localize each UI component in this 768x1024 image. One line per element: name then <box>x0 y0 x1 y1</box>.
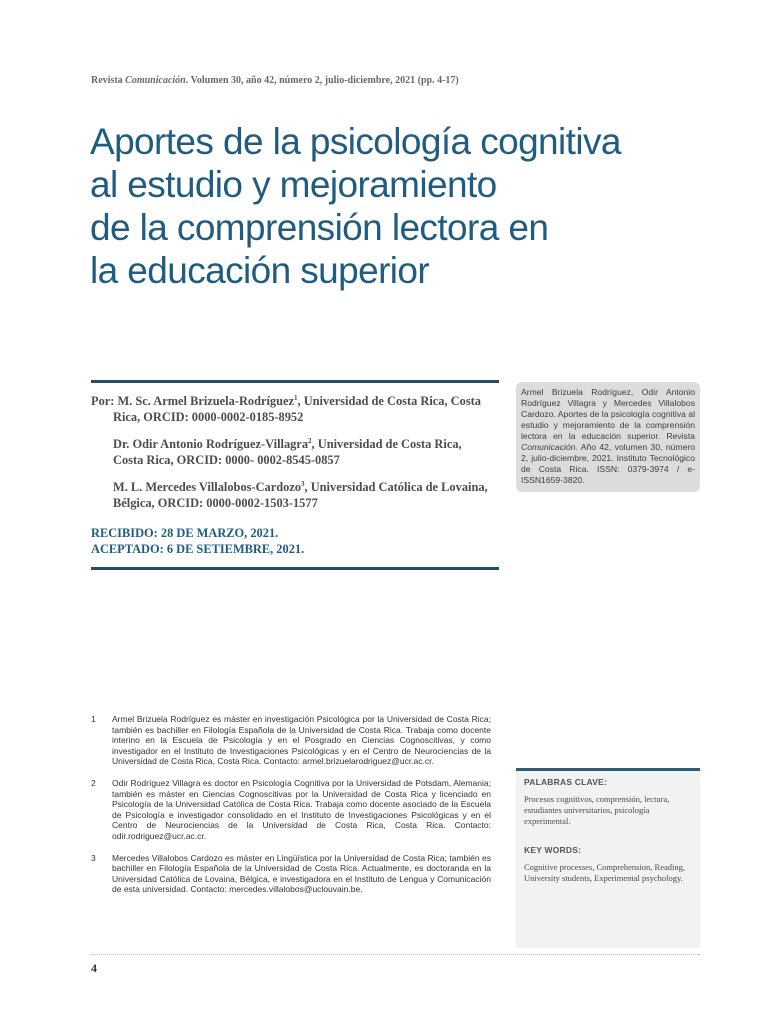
accepted-date: ACEPTADO: 6 DE SETIEMBRE, 2021. <box>91 542 305 556</box>
author-list <box>91 390 491 519</box>
footnote-ref: 3 <box>301 480 305 489</box>
page-number: 4 <box>91 961 97 975</box>
author-entry <box>91 476 491 511</box>
footnotes <box>91 714 491 906</box>
author-affiliation: , Universidad de Costa Rica, Costa Rica, ORCID: 0000-0002-0185-8952 <box>113 394 481 425</box>
footnote-text: Odir Rodríguez Villagra es doctor en Psicología Cognitiva por la Universidad de Potsdam, Alemania; también es máster en Ciencias Cognoscitivas por la Universidad de Costa Rica y licenciado en Psicología de la Universidad Católica de Costa Rica. Trabaja como docente asociado de la Escuela de Psicología e investigador consolidado en el Instituto de Investigaciones Psicológicas y en el Centro de Neurociencias de la Universidad de Costa Rica, Costa Rica. Contacto: odir.rodriguez@ucr.ac.cr. <box>112 777 491 841</box>
citation-box <box>516 382 700 492</box>
author-name: Por: M. Sc. Armel Brizuela-Rodríguez <box>91 394 295 409</box>
keywords-es-text: Procesos cognitivos, comprensión, lectura, estudiantes universitarios, psicología experimental. <box>524 794 670 826</box>
author-affiliation: , Universidad de Costa Rica, Costa Rica, ORCID: 0000- 0002-8545-0857 <box>113 437 462 468</box>
footnote <box>91 778 491 842</box>
footnote-ref: 1 <box>294 394 298 402</box>
author-name: M. L. Mercedes Villalobos-Cardozo <box>113 480 302 495</box>
footnote-number: 2 <box>91 777 96 788</box>
title-line: de la comprensión lectora en <box>90 207 549 248</box>
footnote <box>91 714 491 767</box>
footnote-number: 1 <box>91 714 96 724</box>
keywords-en-text: Cognitive processes, Comprehension, Reading, University students, Experimental psychology. <box>524 862 686 883</box>
footer-rule <box>91 954 700 955</box>
footnote-number: 3 <box>91 852 96 863</box>
author-entry <box>91 433 491 468</box>
journal-name: Comunicación <box>125 75 186 86</box>
dates-bottom-rule <box>91 567 499 570</box>
journal-prefix: Revista <box>91 75 126 86</box>
citation-text: Armel Brizuela Rodríguez, Odir Antonio Rodríguez Villagra y Mercedes Villalobos Cardozo. Aportes de la psicología cognitiva al estudio y mejoramiento de la comprensión lectora en la educación superior. Revista <box>521 387 695 441</box>
title-line: al estudio y mejoramiento <box>90 164 497 205</box>
dates-block <box>91 525 491 557</box>
authors-top-rule <box>91 380 499 383</box>
footnote <box>91 853 491 895</box>
author-entry <box>91 390 491 425</box>
title-line: la educación superior <box>90 250 430 291</box>
title-line: Aportes de la psicología cognitiva <box>90 121 621 162</box>
footnote-text: Armel Brizuela Rodríguez es máster en investigación Psicológica por la Universidad de Costa Rica; también es bachiller en Filología Española de la Universidad de Costa Rica. Trabaja como docente interino en la Escuela de Psicología y en el Posgrado en Ciencias Cognoscitivas, y como investigador en el Instituto de Investigaciones Psicológicas y en el Centro de Neurociencias de la Universidad de Costa Rica, Costa Rica. Contacto: armel.brizuelarodriguez@ucr.ac.cr. <box>112 714 491 767</box>
journal-volume-info: . Volumen 30, año 42, número 2, julio-diciembre, 2021 (pp. 4-17) <box>185 75 459 86</box>
journal-header <box>91 75 691 86</box>
received-date: RECIBIDO: 28 DE MARZO, 2021. <box>91 526 279 540</box>
article-title <box>90 120 690 292</box>
citation-text-end: . Año 42, volumen 30, número 2, julio-diciembre, 2021. Instituto Tecnológico de Costa Rica. ISSN: 0379-3974 / e-ISSN1659-3820. <box>521 442 695 485</box>
citation-journal: Comunicación <box>521 442 576 452</box>
keywords-en-heading: KEY WORDS: <box>524 845 582 855</box>
footnote-ref: 2 <box>308 437 312 446</box>
keywords-es-heading: PALABRAS CLAVE: <box>524 777 607 787</box>
author-name: Dr. Odir Antonio Rodríguez-Villagra <box>113 437 309 452</box>
author-affiliation: , Universidad Católica de Lovaina, Bélgica, ORCID: 0000-0002-1503-1577 <box>113 480 488 511</box>
keywords-panel <box>516 768 700 948</box>
footnote-text: Mercedes Villalobos Cardozo es máster en Lingüística por la Universidad de Costa Rica; también es bachiller en Filología Española de la Universidad de Costa Rica. Actualmente, es doctoranda en la Universidad Católica de Lovaina, Bélgica, e investigadora en el Instituto de Lengua y Comunicación de esta universidad. Contacto: mercedes.villalobos@uclouvain.be. <box>112 852 491 895</box>
